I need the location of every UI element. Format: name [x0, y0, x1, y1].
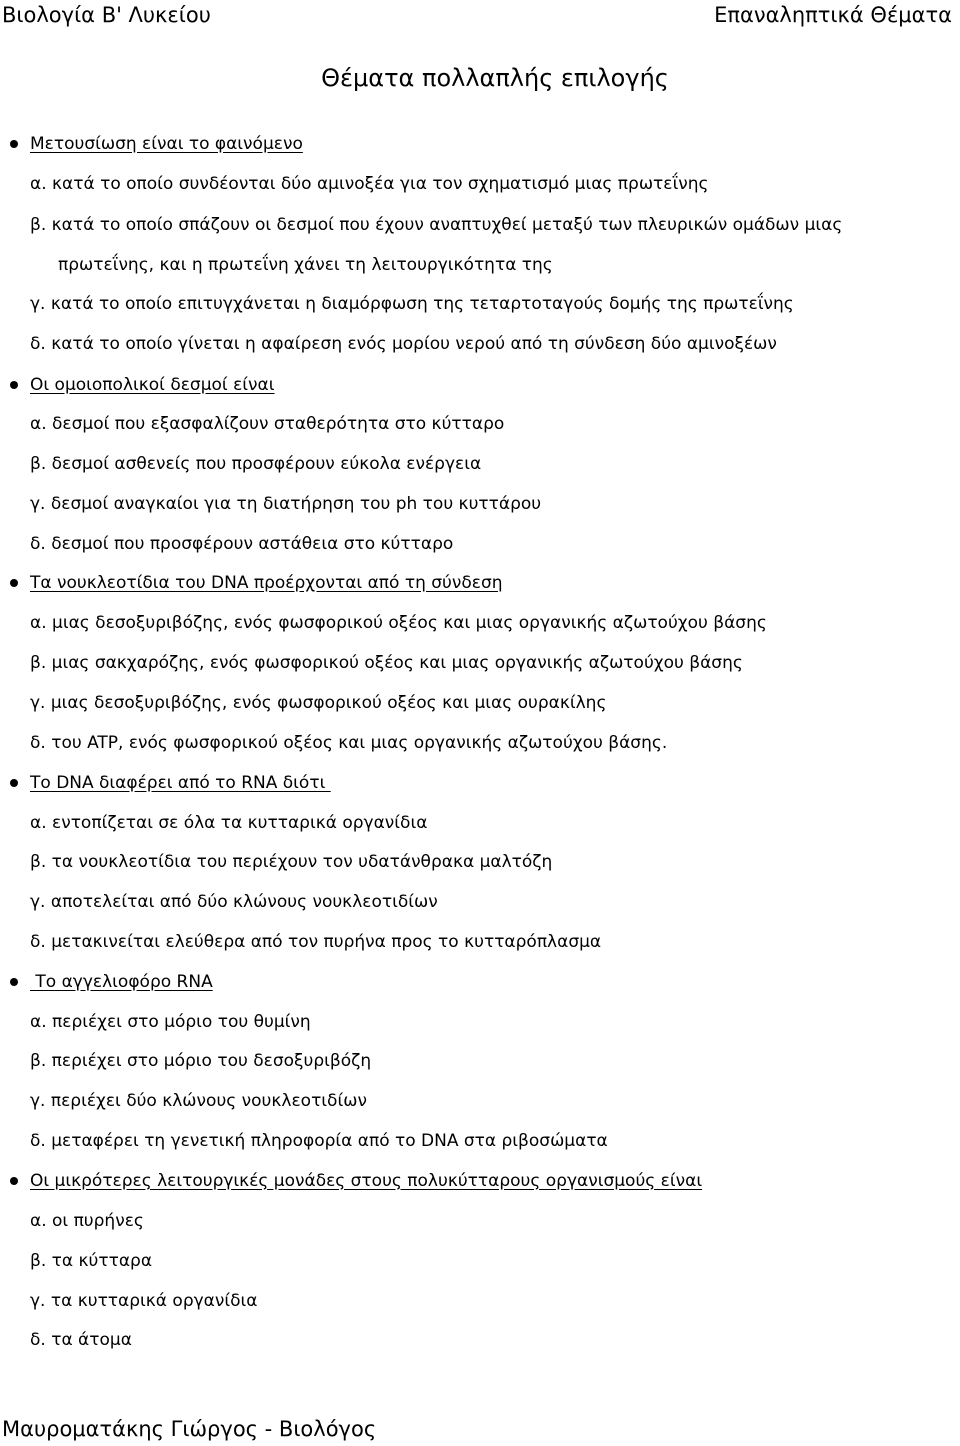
header-subject: Βιολογία Β' Λυκείου [2, 3, 211, 27]
question-1-option-c: γ. κατά το οποίο επιτυγχάνεται η διαμόρφωση της τεταρτοταγούς δομής της πρωτεΐνης [30, 294, 794, 314]
question-6-stem: Οι μικρότερες λειτουργικές μονάδες στους πολυκύτταρους οργανισμούς είναι [30, 1171, 703, 1191]
question-2-option-a: α. δεσμοί που εξασφαλίζουν σταθερότητα στο κύτταρο [30, 414, 505, 434]
question-5-option-a: α. περιέχει στο μόριο του θυμίνη [30, 1012, 311, 1032]
question-3-option-d: δ. του ATP, ενός φωσφορικού οξέος και μιας οργανικής αζωτούχου βάσης. [30, 733, 668, 753]
question-3-option-b: β. μιας σακχαρόζης, ενός φωσφορικού οξέος και μιας οργανικής αζωτούχου βάσης [30, 653, 743, 673]
bullet-icon [10, 1177, 18, 1185]
question-1-stem: Μετουσίωση είναι το φαινόμενο [30, 134, 303, 154]
bullet-icon [10, 779, 18, 787]
question-1-option-a: α. κατά το οποίο συνδέονται δύο αμινοξέα για τον σχηματισμό μιας πρωτεΐνης [30, 174, 709, 194]
bullet-icon [10, 140, 18, 148]
question-1-option-b: β. κατά το οποίο σπάζουν οι δεσμοί που έχουν αναπτυχθεί μεταξύ των πλευρικών ομάδων μιας [30, 215, 843, 235]
question-3-option-a: α. μιας δεσοξυριβόζης, ενός φωσφορικού οξέος και μιας οργανικής αζωτούχου βάσης [30, 613, 767, 633]
question-2-option-b: β. δεσμοί ασθενείς που προσφέρουν εύκολα ενέργεια [30, 454, 482, 474]
bullet-icon [10, 978, 18, 986]
question-2-stem: Οι ομοιοπολικοί δεσμοί είναι [30, 375, 275, 395]
question-6-option-c: γ. τα κυτταρικά οργανίδια [30, 1291, 258, 1311]
question-4-option-b: β. τα νουκλεοτίδια του περιέχουν τον υδατάνθρακα μαλτόζη [30, 852, 553, 872]
question-5-option-b: β. περιέχει στο μόριο του δεσοξυριβόζη [30, 1051, 372, 1071]
question-4-option-a: α. εντοπίζεται σε όλα τα κυτταρικά οργανίδια [30, 813, 428, 833]
footer-author: Μαυροματάκης Γιώργος - Βιολόγος [2, 1417, 377, 1441]
question-6-option-d: δ. τα άτομα [30, 1330, 132, 1350]
question-1-option-d: δ. κατά το οποίο γίνεται η αφαίρεση ενός μορίου νερού από τη σύνδεση δύο αμινοξέων [30, 334, 777, 354]
question-5-stem: Το αγγελιοφόρο RNA [30, 972, 213, 992]
header-section: Επαναληπτικά Θέματα [714, 3, 952, 27]
question-5-option-c: γ. περιέχει δύο κλώνους νουκλεοτιδίων [30, 1091, 367, 1111]
question-6-option-a: α. οι πυρήνες [30, 1211, 144, 1231]
bullet-icon [10, 381, 18, 389]
question-5-option-d: δ. μεταφέρει τη γενετική πληροφορία από το DNA στα ριβοσώματα [30, 1131, 608, 1151]
question-4-option-c: γ. αποτελείται από δύο κλώνους νουκλεοτιδίων [30, 892, 438, 912]
question-4-option-d: δ. μετακινείται ελεύθερα από τον πυρήνα προς το κυτταρόπλασμα [30, 932, 602, 952]
question-2-option-d: δ. δεσμοί που προσφέρουν αστάθεια στο κύτταρο [30, 534, 454, 554]
question-3-stem: Τα νουκλεοτίδια του DNA προέρχονται από τη σύνδεση [30, 573, 503, 593]
question-1-option-b-continued: πρωτεΐνης, και η πρωτεΐνη χάνει τη λειτουργικότητα της [58, 255, 553, 275]
question-6-option-b: β. τα κύτταρα [30, 1251, 153, 1271]
question-2-option-c: γ. δεσμοί αναγκαίοι για τη διατήρηση του ph του κυττάρου [30, 494, 542, 514]
question-3-option-c: γ. μιας δεσοξυριβόζης, ενός φωσφορικού οξέος και μιας ουρακίλης [30, 693, 607, 713]
question-4-stem: Το DNA διαφέρει από το RNA διότι [30, 773, 331, 793]
bullet-icon [10, 579, 18, 587]
page-title: Θέματα πολλαπλής επιλογής [321, 64, 669, 92]
